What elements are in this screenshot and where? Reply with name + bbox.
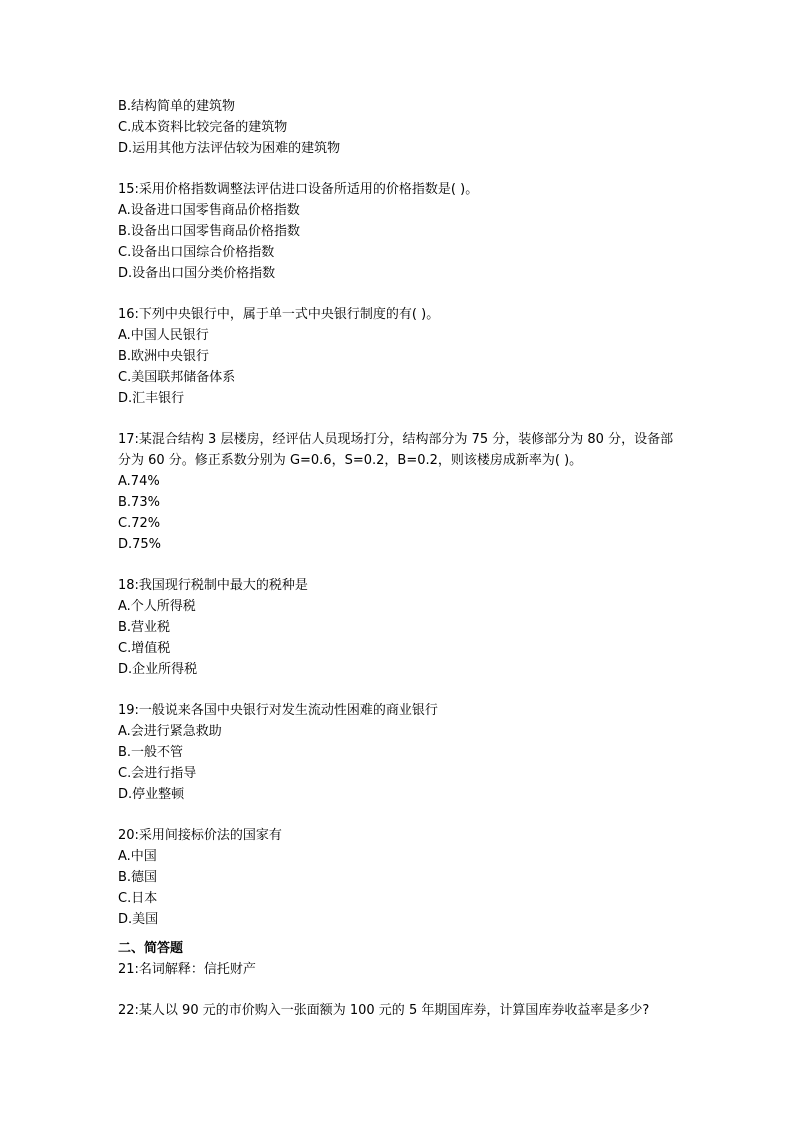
option-c: C.美国联邦储备体系 xyxy=(118,370,236,385)
question-19 xyxy=(118,700,678,805)
question-stem: 15:采用价格指数调整法评估进口设备所适用的价格指数是( )。 xyxy=(118,182,479,197)
option-d: D.汇丰银行 xyxy=(118,391,185,406)
option-c: C.增值税 xyxy=(118,641,171,656)
question-17 xyxy=(118,429,678,555)
question-21: 21:名词解释：信托财产 xyxy=(118,962,256,977)
question-stem: 18:我国现行税制中最大的税种是 xyxy=(118,578,308,593)
option-b: B.德国 xyxy=(118,870,158,885)
option-a: A.74% xyxy=(118,474,160,489)
question-stem: 17:某混合结构 3 层楼房，经评估人员现场打分，结构部分为 75 分，装修部分为 80 分，设备部分为 60 分。修正系数分别为 G=0.6，S=0.2，B=0.2，则该楼房成新率为( )。 xyxy=(118,432,674,468)
option-b: B.结构简单的建筑物 xyxy=(118,99,236,114)
question-16 xyxy=(118,304,678,409)
question-stem: 16:下列中央银行中，属于单一式中央银行制度的有( )。 xyxy=(118,307,440,322)
spacer xyxy=(118,980,678,1000)
option-c: C.成本资料比较完备的建筑物 xyxy=(118,120,288,135)
option-c: C.会进行指导 xyxy=(118,766,197,781)
spacer xyxy=(118,284,678,304)
spacer xyxy=(118,680,678,700)
option-c: C.设备出口国综合价格指数 xyxy=(118,245,275,260)
option-d: D.75% xyxy=(118,537,162,552)
question-15 xyxy=(118,179,678,284)
option-c: C.72% xyxy=(118,516,161,531)
option-d: D.企业所得税 xyxy=(118,662,198,677)
spacer xyxy=(118,409,678,429)
option-a: A.个人所得税 xyxy=(118,599,196,614)
option-b: B.设备出口国零售商品价格指数 xyxy=(118,224,301,239)
question-stem: 19:一般说来各国中央银行对发生流动性困难的商业银行 xyxy=(118,703,438,718)
option-d: D.美国 xyxy=(118,912,159,927)
question-stem: 20:采用间接标价法的国家有 xyxy=(118,828,282,843)
option-c: C.日本 xyxy=(118,891,158,906)
option-b: B.一般不管 xyxy=(118,745,184,760)
spacer xyxy=(118,555,678,575)
question-22: 22:某人以 90 元的市价购入一张面额为 100 元的 5 年期国库券，计算国库券收益率是多少? xyxy=(118,1003,650,1018)
spacer xyxy=(118,159,678,179)
option-b: B.营业税 xyxy=(118,620,171,635)
option-d: D.设备出口国分类价格指数 xyxy=(118,266,276,281)
question-18 xyxy=(118,575,678,680)
option-a: A.中国人民银行 xyxy=(118,328,209,343)
option-a: A.中国 xyxy=(118,849,157,864)
section-title: 二、简答题 xyxy=(118,941,184,956)
option-b: B.欧洲中央银行 xyxy=(118,349,210,364)
option-a: A.设备进口国零售商品价格指数 xyxy=(118,203,300,218)
option-d: D.运用其他方法评估较为困难的建筑物 xyxy=(118,141,341,156)
question-20 xyxy=(118,825,678,930)
spacer xyxy=(118,805,678,825)
option-d: D.停业整顿 xyxy=(118,787,185,802)
previous-question-options xyxy=(118,96,678,159)
option-b: B.73% xyxy=(118,495,160,510)
option-a: A.会进行紧急救助 xyxy=(118,724,222,739)
document-page xyxy=(118,96,678,1021)
